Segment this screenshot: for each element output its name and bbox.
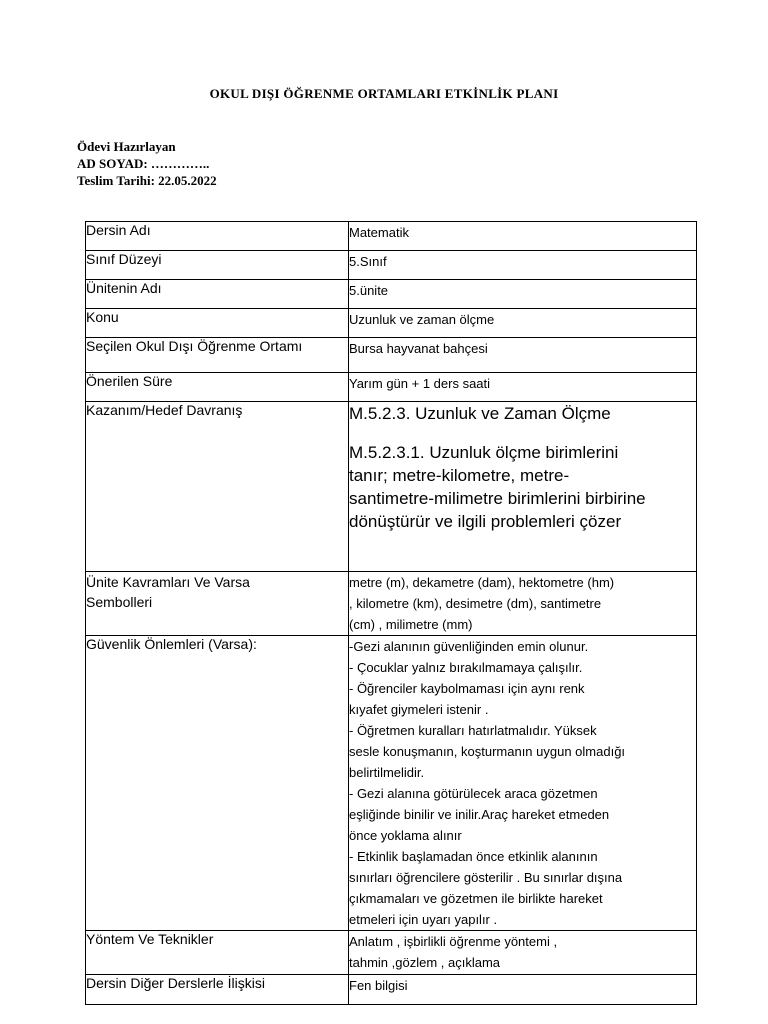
objective-line: tanır; metre-kilometre, metre- xyxy=(349,466,570,485)
concepts-label-line: Ünite Kavramları Ve Varsa xyxy=(86,574,250,590)
topic-label: Konu xyxy=(86,309,349,338)
unit-value: 5.ünite xyxy=(349,280,697,309)
table-row-objective xyxy=(86,402,697,572)
safety-line: - Etkinlik başlamadan önce etkinlik alanının xyxy=(349,849,598,864)
table-row-course xyxy=(86,222,697,251)
relations-value: Fen bilgisi xyxy=(349,975,697,1005)
methods-label: Yöntem Ve Teknikler xyxy=(86,931,349,975)
safety-line: - Öğretmen kuralları hatırlatmalıdır. Yüksek xyxy=(349,723,597,738)
table-row-environment xyxy=(86,338,697,373)
safety-line: - Gezi alanına götürülecek araca gözetmen xyxy=(349,786,598,801)
table-row-concepts xyxy=(86,572,697,636)
concepts-label xyxy=(86,572,349,636)
safety-label: Güvenlik Önlemleri (Varsa): xyxy=(86,636,349,931)
concepts-value xyxy=(349,572,697,636)
safety-line: - Öğrenciler kaybolmaması için aynı renk xyxy=(349,681,585,696)
prepared-by-label: Ödevi Hazırlayan xyxy=(77,139,176,154)
concepts-line: metre (m), dekametre (dam), hektometre (hm) xyxy=(349,575,615,590)
methods-line: Anlatım , işbirlikli öğrenme yöntemi , xyxy=(349,934,558,949)
table-row-grade xyxy=(86,251,697,280)
safety-line: belirtilmelidir. xyxy=(349,765,425,780)
objective-label: Kazanım/Hedef Davranış xyxy=(86,402,349,572)
course-label: Dersin Adı xyxy=(86,222,349,251)
safety-line: eşliğinde binilir ve inilir.Araç hareket etmeden xyxy=(349,807,610,822)
table-row-unit xyxy=(86,280,697,309)
due-date-line: Teslim Tarihi: 22.05.2022 xyxy=(77,173,217,188)
table-row-relations xyxy=(86,975,697,1005)
safety-line: etmeleri için uyarı yapılır . xyxy=(349,912,498,927)
duration-label: Önerilen Süre xyxy=(86,373,349,402)
environment-value: Bursa hayvanat bahçesi xyxy=(349,338,697,373)
concepts-line: , kilometre (km), desimetre (dm), santimetre xyxy=(349,596,602,611)
table-row-safety xyxy=(86,636,697,931)
activity-plan-table xyxy=(85,221,697,1005)
unit-label: Ünitenin Adı xyxy=(86,280,349,309)
grade-label: Sınıf Düzeyi xyxy=(86,251,349,280)
grade-value: 5.Sınıf xyxy=(349,251,697,280)
safety-line: önce yoklama alınır xyxy=(349,828,462,843)
safety-line: sınırları öğrencilere gösterilir . Bu sınırlar dışına xyxy=(349,870,623,885)
safety-line: - Çocuklar yalnız bırakılmamaya çalışılır. xyxy=(349,660,583,675)
safety-line: -Gezi alanının güvenliğinden emin olunur. xyxy=(349,639,589,654)
environment-label: Seçilen Okul Dışı Öğrenme Ortamı xyxy=(86,338,349,373)
objective-value xyxy=(349,402,697,572)
safety-line: sesle konuşmanın, koşturmanın uygun olmadığı xyxy=(349,744,626,759)
concepts-label-line: Sembolleri xyxy=(86,594,153,610)
table-row-methods xyxy=(86,931,697,975)
relations-label: Dersin Diğer Derslerle İlişkisi xyxy=(86,975,349,1005)
safety-value xyxy=(349,636,697,931)
course-value: Matematik xyxy=(349,222,697,251)
objective-spacer xyxy=(349,425,696,441)
methods-line: tahmin ,gözlem , açıklama xyxy=(349,955,501,970)
table-row-topic xyxy=(86,309,697,338)
objective-line: M.5.2.3.1. Uzunluk ölçme birimlerini xyxy=(349,443,619,462)
objective-line: dönüştürür ve ilgili problemleri çözer xyxy=(349,512,622,531)
table-row-duration xyxy=(86,373,697,402)
objective-heading: M.5.2.3. Uzunluk ve Zaman Ölçme xyxy=(349,404,611,423)
concepts-line: (cm) , milimetre (mm) xyxy=(349,617,473,632)
topic-value: Uzunluk ve zaman ölçme xyxy=(349,309,697,338)
name-line: AD SOYAD: ………….. xyxy=(77,156,210,171)
safety-line: çıkmamaları ve gözetmen ile birlikte hareket xyxy=(349,891,603,906)
duration-value: Yarım gün + 1 ders saati xyxy=(349,373,697,402)
methods-value xyxy=(349,931,697,975)
document-title: OKUL DIŞI ÖĞRENME ORTAMLARI ETKİNLİK PLANI xyxy=(209,86,559,101)
objective-line: santimetre-milimetre birimlerini birbirine xyxy=(349,489,646,508)
author-block xyxy=(77,138,217,189)
safety-line: kıyafet giymeleri istenir . xyxy=(349,702,489,717)
